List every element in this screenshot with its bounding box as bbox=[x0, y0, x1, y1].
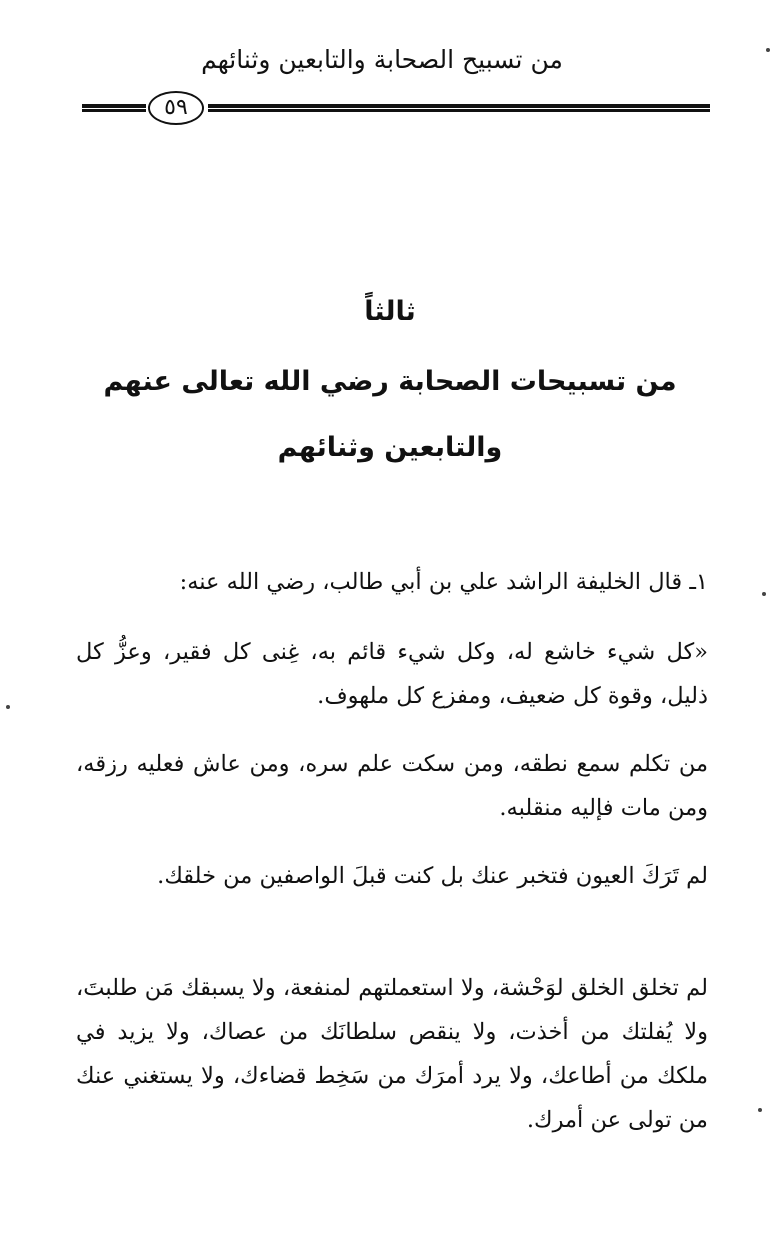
section-ordinal-heading: ثالثاً bbox=[364, 296, 416, 327]
body-paragraph-2: «كل شيء خاشع له، وكل شيء قائم به، غِنى كل فقير، وعزُّ كل ذليل، وقوة كل ضعيف، ومفزع كل ملهوف. bbox=[76, 639, 708, 709]
section-title-line-1: من تسبيحات الصحابة رضي الله تعالى عنهم bbox=[103, 366, 677, 397]
header-rule bbox=[82, 90, 710, 130]
header-rule-left-segment bbox=[82, 104, 146, 112]
body-paragraph-1: ١ـ قال الخليفة الراشد علي بن أبي طالب، رضي الله عنه: bbox=[179, 569, 708, 595]
body-paragraph-5: لم تخلق الخلق لوَحْشة، ولا استعملتهم لمنفعة، ولا يسبقك مَن طلبتَ، ولا يُفلتك من أخذت، ولا ينقص سلطانَك من عصاك، ولا يزيد في ملكك من أطاعك، ولا يرد أمرَك من سَخِط قضاءك، ولا يستغني عنك من تولى عن أمرك. bbox=[76, 975, 708, 1133]
scan-speck bbox=[762, 592, 766, 596]
running-header-title: من تسبيح الصحابة والتابعين وثنائهم bbox=[201, 45, 563, 74]
scan-speck bbox=[6, 705, 10, 709]
header-rule-right-segment bbox=[208, 104, 710, 112]
scan-speck bbox=[758, 1108, 762, 1112]
section-title-line-2: والتابعين وثنائهم bbox=[277, 432, 503, 463]
body-paragraph-4: لم تَرَكَ العيون فتخبر عنك بل كنت قبلَ الواصفين من خلقك. bbox=[157, 863, 708, 889]
body-paragraph-3: من تكلم سمع نطقه، ومن سكت علم سره، ومن عاش فعليه رزقه، ومن مات فإليه منقلبه. bbox=[76, 751, 708, 821]
scan-speck bbox=[766, 48, 770, 52]
page-number: ٥٩ bbox=[148, 91, 204, 125]
